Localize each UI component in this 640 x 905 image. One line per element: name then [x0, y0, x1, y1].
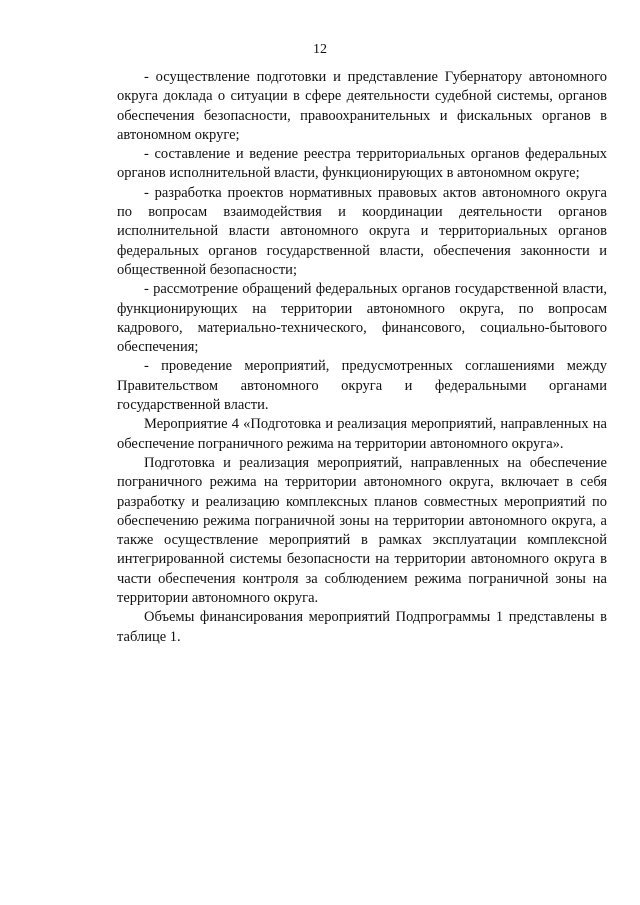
paragraph: - разработка проектов нормативных правовых актов автономного округа по вопросам взаимодействия и координации деятельности органов исполнительной власти автономного округа и территориальных органов федеральных органов государственной власти, обеспечения законности и общественной безопасности; [117, 184, 607, 278]
paragraph: Объемы финансирования мероприятий Подпрограммы 1 представлены в таблице 1. [117, 609, 607, 645]
paragraph: Мероприятие 4 «Подготовка и реализация мероприятий, направленных на обеспечение пограничного режима на территории автономного округа». [117, 416, 607, 452]
page-number: 12 [313, 42, 327, 57]
paragraph: - рассмотрение обращений федеральных органов государственной власти, функционирующих на территории автономного округа, по вопросам кадрового, материально-технического, финансового, социально-бытового обеспечения; [117, 281, 607, 356]
document-body [117, 68, 607, 647]
paragraph: Подготовка и реализация мероприятий, направленных на обеспечение пограничного режима на территории автономного округа, включает в себя разработку и реализацию комплексных планов совместных мероприятий по обеспечению режима пограничной зоны на территории автономного округа, а также осуществление мероприятий в рамках эксплуатации комплексной интегрированной системы безопасности на территории автономного округа в части обеспечения контроля за соблюдением режима пограничной зоны на территории автономного округа. [117, 454, 607, 607]
paragraph: - осуществление подготовки и представление Губернатору автономного округа доклада о ситуации в сфере деятельности судебной системы, органов обеспечения безопасности, правоохранительных и фискальных органов в автономном округе; [117, 69, 607, 143]
paragraph: - проведение мероприятий, предусмотренных соглашениями между Правительством автономного округа и федеральными органами государственной власти. [117, 358, 607, 414]
paragraph: - составление и ведение реестра территориальных органов федеральных органов исполнительной власти, функционирующих в автономном округе; [117, 146, 607, 182]
